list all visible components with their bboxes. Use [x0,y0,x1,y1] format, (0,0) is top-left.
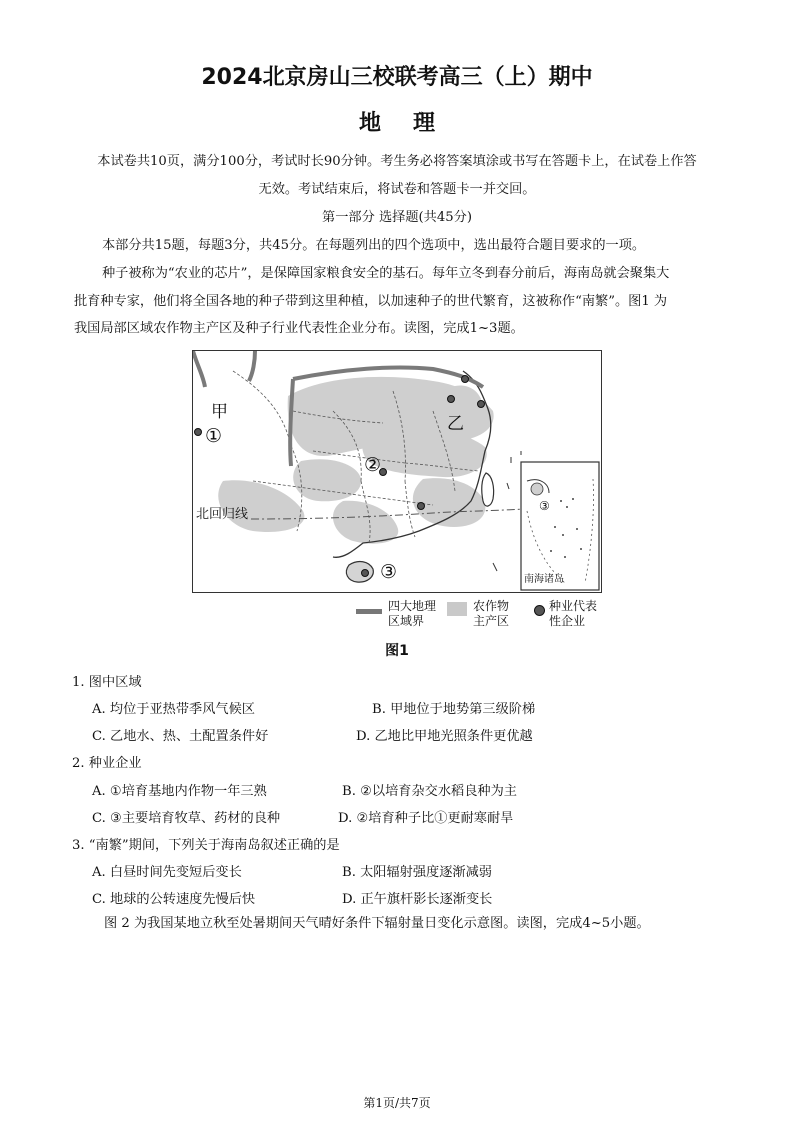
south-china-sea-inset [521,462,599,590]
label-yi: 乙 [447,414,464,434]
legend-company-label: 种业代表性企业 [549,599,598,628]
question-2-option-a[interactable]: A. ①培育基地内作物一年三熟 [92,784,267,799]
question-3-option-b[interactable]: B. 太阳辐射强度逐渐减弱 [342,865,492,880]
question-3-option-a[interactable]: A. 白昼时间先变短后变长 [92,865,242,880]
question-1-option-b[interactable]: B. 甲地位于地势第三级阶梯 [372,702,536,717]
question-1-stem: 1. 图中区域 [72,675,142,690]
exam-title: 2024北京房山三校联考高三（上）期中 [201,65,593,90]
question-3-option-d[interactable]: D. 正午旗杆影长逐渐变长 [342,892,493,907]
island-ticks [493,451,521,571]
figure1-legend [352,597,602,633]
question-2-option-d[interactable]: D. ②培育种子比①更耐寒耐旱 [338,811,514,826]
company-dot-3 [362,570,369,577]
question-1-option-d[interactable]: D. 乙地比甲地光照条件更优越 [356,729,533,744]
inset-label: 南海诸岛 [524,574,564,585]
passage1-line-2: 批育种专家，他们将全国各地的种子带到这里种植，以加速种子的世代繁育，这被称作“南繁”。图1 为 [74,294,668,309]
taiwan-island [482,473,494,506]
company-dot-jiangsu [478,401,485,408]
marker-3: ③ [380,561,398,583]
company-dot-1 [195,429,202,436]
part1-heading: 第一部分 选择题(共45分) [322,210,472,225]
question-2-option-c[interactable]: C. ③主要培育牧草、药材的良种 [92,811,281,826]
part1-note: 本部分共15题，每题3分，共45分。在每题列出的四个选项中，选出最符合题目要求的一项。 [102,238,646,253]
question-2-option-b[interactable]: B. ②以培育杂交水稻良种为主 [342,784,517,799]
company-dot-guangdong [418,503,425,510]
marker-1: ① [205,425,223,447]
question-1-option-c[interactable]: C. 乙地水、热、土配置条件好 [92,729,269,744]
marker-2: ② [364,454,382,476]
question-3-stem: 3. “南繁”期间，下列关于海南岛叙述正确的是 [72,838,340,853]
instructions-line-1: 本试卷共10页，满分100分，考试时长90分钟。考生务必将答案填涂或书写在答题卡上，在试卷上作答 [97,154,697,169]
legend-boundary-swatch [356,609,382,614]
map-svg [193,351,601,592]
legend-crop-label: 农作物主产区 [473,599,510,628]
figure1-caption: 图1 [385,643,409,659]
question-2-stem: 2. 种业企业 [72,756,142,771]
company-dot-shandong [462,376,469,383]
question-1-option-a[interactable]: A. 均位于亚热带季风气候区 [92,702,255,717]
label-jia: 甲 [211,402,228,422]
instructions-line-2: 无效。考试结束后，将试卷和答题卡一并交回。 [258,182,536,197]
figure1-map [192,350,602,593]
question-3-option-c[interactable]: C. 地球的公转速度先慢后快 [92,892,256,907]
tropic-label: 北回归线 [196,507,249,522]
page-footer: 第1页/共7页 [363,1096,431,1110]
passage1-line-3: 我国局部区域农作物主产区及种子行业代表性企业分布。读图，完成1~3题。 [74,321,524,336]
company-dot-henan [448,396,455,403]
legend-boundary-label: 四大地理区域界 [388,599,437,628]
passage1-line-1: 种子被称为“农业的芯片”，是保障国家粮食安全的基石。每年立冬到春分前后，海南岛就会聚集大 [102,266,670,281]
passage2: 图 2 为我国某地立秋至处暑期间天气晴好条件下辐射量日变化示意图。读图，完成4~5小题。 [104,916,650,931]
inset-marker-3: ③ [539,499,550,513]
hainan-island [346,562,373,583]
legend-crop-swatch [447,602,467,616]
legend-company-swatch [534,605,545,616]
subject-title: 地理 [358,111,467,136]
